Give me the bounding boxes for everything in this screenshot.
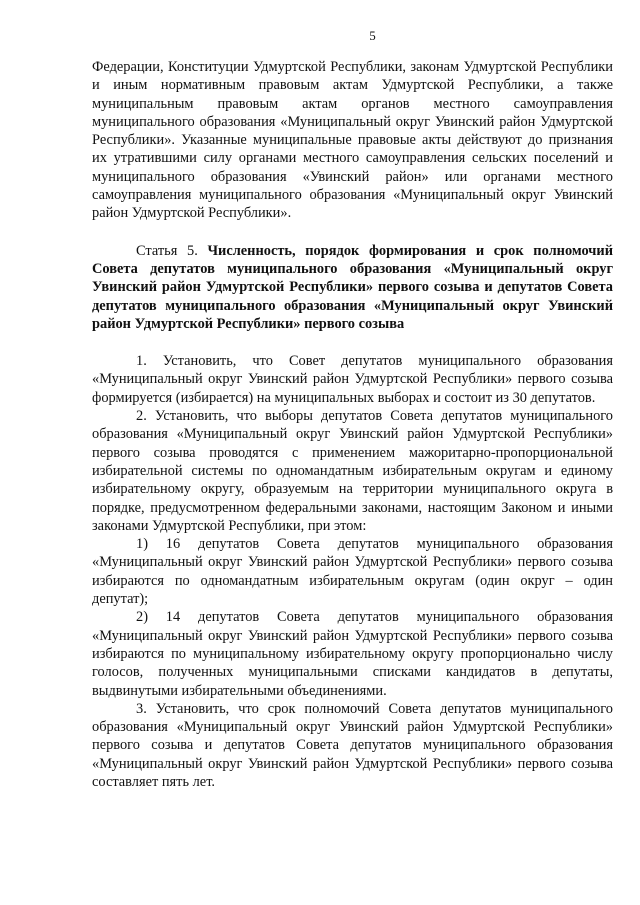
article-item-1: 1. Установить, что Совет депутатов муниципального образования «Муниципальный округ Увинский район Удмуртской Республики» первого созыва формируется (избирается) на муниципальных выборах и состоит из 30 депутатов. [92, 353, 613, 406]
page-number: 5 [369, 28, 376, 43]
article-item-2: 2. Установить, что выборы депутатов Совета депутатов муниципального образования «Муниципальный округ Увинский район Удмуртской Республики» первого созыва проводятся с применением мажоритарно-пропорциональной избирательной системы по одномандатным избирательным округам и единому избирательному округу, образуемым на территории муниципального округа в порядке, предусмотренном федеральными законами, настоящим Законом и иными законами Удмуртской Республики, при этом: [92, 408, 613, 534]
article-item-3: 3. Установить, что срок полномочий Совета депутатов муниципального образования «Муниципальный округ Увинский район Удмуртской Республики» первого созыва и депутатов Совета депутатов муниципального образования «Муниципальный округ Увинский район Удмуртской Республики» первого созыва составляет пять лет. [92, 700, 613, 790]
article-title: Численность, порядок формирования и срок полномочий Совета депутатов муниципального образования «Муниципальный округ Увинский район Удмуртской Республики» первого созыва и депутатов Совета депутатов муниципального образования «Муниципальный округ Увинский район Удмуртской Республики» первого созыва [92, 242, 614, 332]
article-heading [92, 242, 613, 333]
article-prefix: Статья 5. [136, 242, 208, 259]
paragraph-continuation: Федерации, Конституции Удмуртской Республики, законам Удмуртской Республики и иным нормативным правовым актам Удмуртской Республики, а также муниципальным правовым актам органов местного самоуправления муниципального образования «Муниципальный округ Увинский район Удмуртской Республики». Указанные муниципальные правовые акты действуют до признания их утратившими силу органами местного самоуправления сельских поселений и муниципального образования «Увинский район» или органами местного самоуправления муниципального образования «Муниципальный округ Увинский район Удмуртской Республики». [92, 59, 613, 222]
article-subitem-1: 1) 16 депутатов Совета депутатов муниципального образования «Муниципальный округ Увинский район Удмуртской Республики» первого созыва избираются по одномандатным избирательным округам (один округ – один депутат); [92, 536, 613, 608]
article-subitem-2: 2) 14 депутатов Совета депутатов муниципального образования «Муниципальный округ Увинский район Удмуртской Республики» первого созыва избираются по муниципальному избирательному округу пропорционально числу голосов, полученных муниципальными списками кандидатов в депутаты, выдвинутыми избирательными объединениями. [92, 609, 613, 699]
